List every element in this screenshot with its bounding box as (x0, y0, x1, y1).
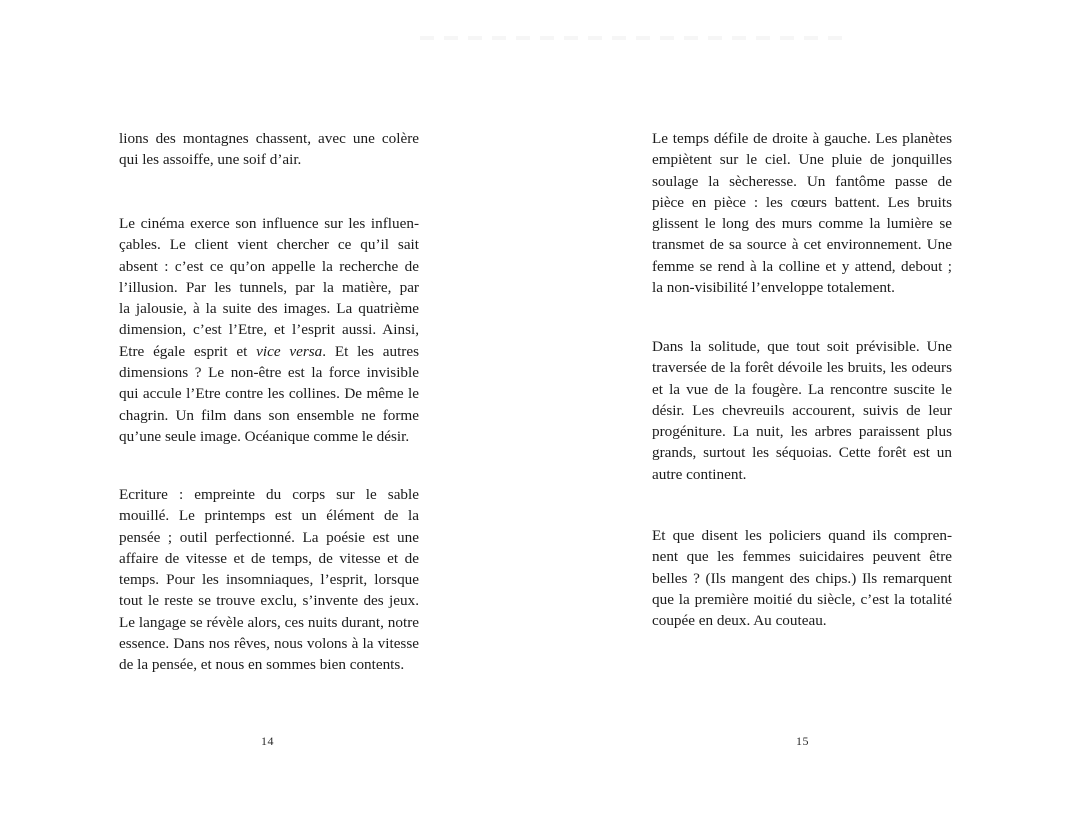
text-line: nent que les femmes suicidaires peuvent être (652, 548, 952, 566)
text-line: la non-visibilité l’enveloppe totalement. (652, 279, 895, 297)
text-line: Dans la solitude, que tout soit prévisible. Une (652, 338, 952, 355)
text-line: lions des montagnes chassent, avec une colère (119, 130, 419, 147)
text-line: çables. Le client vient chercher ce qu’il sait (119, 236, 419, 254)
text-line: temps. Pour les insomniaques, l’esprit, lorsque (119, 571, 419, 589)
text-line: qui accule l’Etre contre les collines. De même le (119, 385, 419, 403)
italic-phrase: vice versa (256, 342, 323, 360)
text-line: Ecriture : empreinte du corps sur le sable (119, 486, 419, 503)
right-paragraph-2 (652, 336, 952, 485)
text-line: autre continent. (652, 465, 747, 483)
text-line: traversée de la forêt dévoile les bruits, les odeurs (652, 359, 952, 377)
text-line: de la pensée, et nous en sommes bien contents. (119, 656, 405, 674)
text-line-end: . Et les autres (322, 342, 419, 360)
text-line: empiètent sur le ciel. Une pluie de jonquilles (652, 151, 952, 169)
text-line: qu’une seule image. Océanique comme le désir. (119, 427, 410, 445)
right-page (540, 0, 1080, 819)
text-line: Le langage se révèle alors, ces nuits durant, notre (119, 613, 419, 631)
page-number: 14 (261, 734, 274, 748)
right-paragraph-3 (652, 525, 952, 631)
text-line: soulage la sècheresse. Un fantôme passe de (652, 172, 952, 190)
text-line: affaire de vitesse et de temps, de vitesse et de (119, 549, 419, 567)
text-line: belles ? (Ils mangent des chips.) Ils remarquent (652, 569, 952, 587)
text-line: grands, surtout les séquoias. Cette forêt est un (652, 444, 952, 462)
text-line: que la première moitié du siècle, c’est la totalité (652, 590, 952, 608)
text-line: transmet de sa source à cet environnement. Une (652, 236, 952, 254)
text-line: Le cinéma exerce son influence sur les influen- (119, 215, 419, 232)
text-line: et la vue de la fougère. La rencontre suscite le (652, 380, 952, 398)
text-line: glissent le long des murs comme la lumière se (652, 215, 952, 233)
text-line: Etre égale esprit et (119, 342, 257, 360)
left-paragraph-2 (119, 213, 419, 447)
page-number: 15 (796, 734, 809, 748)
text-line: Et que disent les policiers quand ils compren- (652, 527, 952, 544)
text-line: pièce en pièce : les cœurs battent. Les bruits (652, 193, 952, 211)
text-line: pensée ; outil perfectionné. La poésie est une (119, 528, 419, 546)
text-line: tout le reste se trouve exclu, s’invente des jeux. (119, 592, 419, 610)
right-paragraph-1 (652, 128, 952, 298)
text-line: coupée en deux. Au couteau. (652, 612, 827, 630)
text-line: qui les assoiffe, une soif d’air. (119, 151, 302, 169)
text-line: dimension, c’est l’Etre, et l’esprit aussi. Ainsi, (119, 321, 419, 339)
text-line-with-italic (119, 341, 419, 362)
text-line: essence. Dans nos rêves, nous volons à la vitesse (119, 635, 419, 653)
text-line: femme se rend à la colline et y attend, debout ; (652, 257, 952, 275)
text-line: mouillé. Le printemps est un élément de la (119, 507, 419, 525)
text-line: absent : c’est ce qu’on appelle la recherche de (119, 257, 419, 275)
text-line: l’illusion. Par les tunnels, par la matière, par (119, 278, 419, 296)
text-line: désir. Les chevreuils accourent, suivis de leur (652, 401, 952, 419)
text-line: dimensions ? Le non-être est la force invisible (119, 364, 419, 382)
left-paragraph-1 (119, 128, 419, 171)
text-line: chagrin. Un film dans son ensemble ne forme (119, 406, 419, 424)
text-line: progéniture. La nuit, les arbres paraissent plus (652, 423, 952, 441)
text-line: Le temps défile de droite à gauche. Les planètes (652, 130, 952, 147)
left-paragraph-3 (119, 484, 419, 676)
text-line: la jalousie, à la suite des images. La quatrième (119, 300, 419, 318)
